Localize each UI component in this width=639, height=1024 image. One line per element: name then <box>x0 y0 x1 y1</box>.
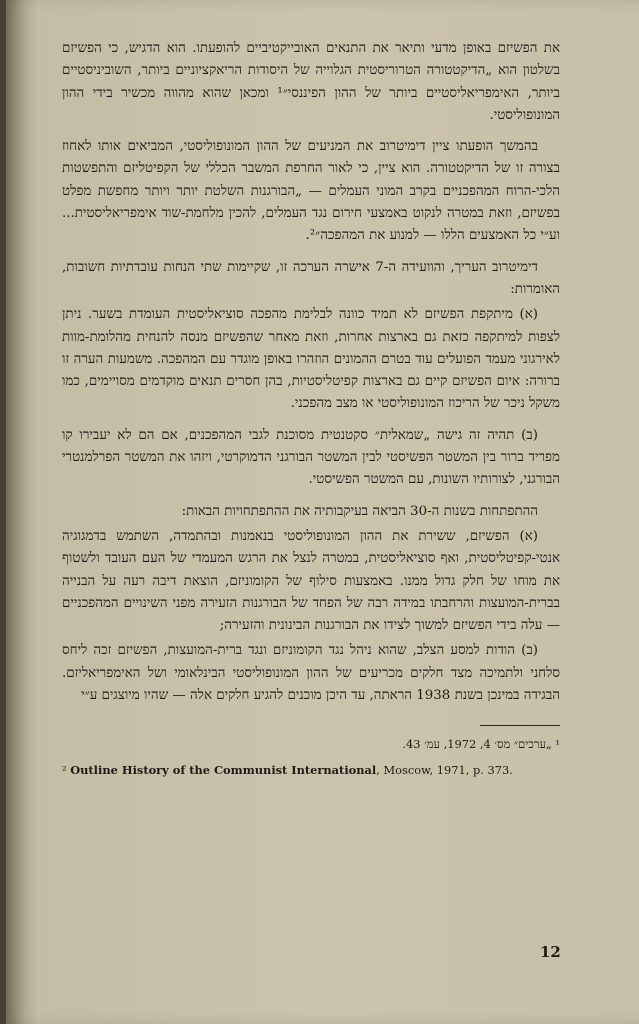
footnote-1: ¹ „ערכים״ מס׳ 4, 1972, עמ׳ 43. <box>402 737 560 752</box>
paragraph-3: דימיטרוב העריך, והוועידה ה-7 אישרה הערכה זו, שקיימות שתי הנחות עובדתיות חשובות, האומרות: <box>62 259 560 297</box>
footnote-2-details: , Moscow, 1971, p. 373. <box>376 763 513 778</box>
paragraph-6: ההתפתחות בשנות ה-30 הביאה בעיקבותיה את ההתפתחויות הבאות: <box>181 503 538 519</box>
paragraph-7: (א) הפשיזם, ששירת את ההון המונופוליסטי בנאמנות ובהתמדה, השתמש בדמגוגיה אנטי-קפיטליסטית, ואף סוציאליסטית, במטרה לנצל את הרגש המעמדי של העם העובד ולשטוף את מוחו של חלק גדול ממנו. באמצעות סילוף של הקומוניזם, הוצאת דיבה רעה על הבנייה בברית-המועצות והרחבתו במידה רבה של הפחד של הבורגנות הזעירה מפני השינויים המהפכניים — עלה בידי הפשיזם למשוך לצידו את הבורגנות הבינונית והזעירה; <box>62 528 560 634</box>
paragraph-1: את הפשיזם באופן מדעי ותיאר את התנאים האובייקטיביים להופעתו. הוא הדגיש, כי הפשיזם בשלטון הוא „הדיקטטורה הטרוריסטית הגלוייה של היסודות הריאקציוניים ביותר, השוביניסטיים ביותר, האימפריאליסטיים ביותר של ההון הפיננסי״¹ ומכאן שהוא מהווה מכשיר בידי ההון המונופוליסטי. <box>62 41 560 123</box>
footnote-2-title: Outline History of the Communist International <box>70 763 377 778</box>
paragraph-8: (ב) הודות למסע הצלב, שהוא ניהל נגד הקומוניזם ונגד ברית-המועצות, הפשיזם זכה ליחס סלחני ולתמיכה מצד חלקים מכריעים של ההון המונופוליסטי הבינלאומי ושל האימפריאליזם. הבגידה במינכן בשנת 1938 הראתה, עד היכן מוכנים להגיע חלקים אלה — שהיו מיוצגים ע״י <box>62 643 560 704</box>
page-number: 12 <box>540 943 561 961</box>
footnote-2 <box>62 762 560 779</box>
paragraph-4: (א) מיתקפת הפשיזם לא תמיד כוונה לבלימת מהפכה סוציאליסטית העומדת בשער. ניתן לצפות למיתקפה כזאת גם בארצות אחרות, וזאת מאחר שהפשיזם מנסה להנחית מהלומת-מוות לאירגוני מעמד הפועלים עוד בטרם ההמונים הוזהרו באופן מוגדר עם המהפכה. משמעות הערה זו ברורה: איום הפשיזם קיים גם בארצות קפיטליסטיות, בהן חסרים תנאים מוקדמים מסויימים, כמו משקל ניכר של הריכוז המונופוליסטי או מצב מהפכני. <box>62 307 560 412</box>
footnote-2-marker: ² <box>62 763 67 778</box>
paragraph-5: (ב) תהיה זה גישה „שמאלית״ סקטנטית מסוכנת לגבי המהפכנים, אם הם לא יעבירו קו מפריד ברור בין המשטר הפשיסטי לבין המשטר הבורגני הדמוקרטי, ויזהו את המשטר הפרלמנטרי הבורגני, לצורותיו השונות, עם המשטר הפשיסטי. <box>62 427 560 488</box>
book-page <box>6 0 639 1024</box>
page-body <box>62 38 560 948</box>
footnote-divider <box>480 725 560 726</box>
paragraph-2: בהמשך הופעתו ציין דימיטרוב את המניעים של ההון המונופוליסטי, המביאים אותו לאחוז בצורה זו של הדיקטטורה. הוא ציין, כי לאור החרפת המשבר הכללי של הקפיטליזם והתפשטות הלכי-הרוח המהפכניים בקרב המוני העמלים — „הבורגנות השלטת יותר ויותר מחפשת מפלט בפשיזם, וזאת במטרה לנקוט באמצעי חירום נגד העמלים, להכין מלחמת-שוד אימפריאליסטית... וע״י כל האמצעים הללו — למנוע את המהפכה״². <box>62 139 560 244</box>
